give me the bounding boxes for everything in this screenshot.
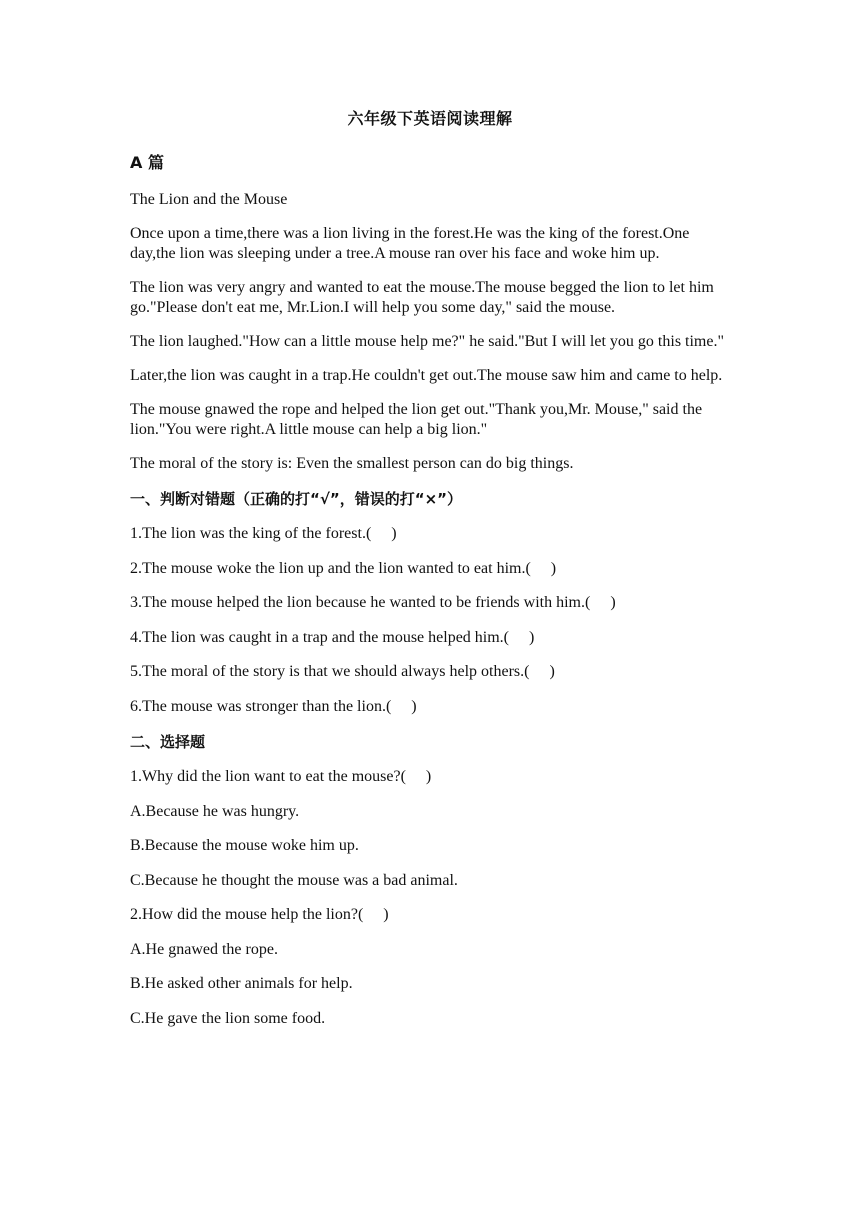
choice-option: A.Because he was hungry. — [130, 802, 300, 820]
story-paragraph: The lion laughed."How can a little mouse help me?" he said."But I will let you go this time." — [130, 333, 725, 350]
choice-option: A.He gnawed the rope. — [130, 940, 278, 958]
story-moral: The moral of the story is: Even the smallest person can do big things. — [130, 455, 574, 472]
choice-question: 1.Why did the lion want to eat the mouse?( ) — [130, 768, 432, 785]
story-title: The Lion and the Mouse — [130, 191, 288, 208]
multiple-choice-section — [130, 731, 730, 1029]
true-false-question: 6.The mouse was stronger than the lion.( ) — [130, 697, 417, 715]
true-false-question: 5.The moral of the story is that we should always help others.( ) — [130, 663, 555, 680]
true-false-question: 3.The mouse helped the lion because he wanted to be friends with him.( ) — [130, 594, 616, 611]
story-paragraph: The lion was very angry and wanted to eat the mouse.The mouse begged the lion to let him go."Please don't eat me, Mr.Lion.I will help you some day," said the mouse. — [130, 279, 714, 316]
choice-option: C.Because he thought the mouse was a bad animal. — [130, 871, 458, 889]
document-title: 六年级下英语阅读理解 — [347, 109, 513, 128]
choice-option: B.He asked other animals for help. — [130, 975, 353, 992]
choice-option: C.He gave the lion some food. — [130, 1009, 326, 1027]
true-false-question: 4.The lion was caught in a trap and the mouse helped him.( ) — [130, 628, 535, 646]
choice-question: 2.How did the mouse help the lion?( ) — [130, 906, 389, 923]
story-paragraph: Once upon a time,there was a lion living in the forest.He was the king of the forest.One day,the lion was sleeping under a tree.A mouse ran over his face and woke him up. — [130, 225, 690, 262]
story-paragraph: The mouse gnawed the rope and helped the lion get out."Thank you,Mr. Mouse," said the lion."You were right.A little mouse can help a big lion." — [130, 401, 703, 438]
true-false-question: 1.The lion was the king of the forest.( ) — [130, 525, 397, 542]
story-body — [130, 224, 730, 474]
true-false-heading: 一、判断对错题（正确的打“√”，错误的打“×”） — [130, 490, 463, 508]
true-false-section — [130, 488, 730, 717]
choice-option: B.Because the mouse woke him up. — [130, 837, 359, 854]
multiple-choice-heading: 二、选择题 — [130, 733, 206, 751]
true-false-question: 2.The mouse woke the lion up and the lion wanted to eat him.( ) — [130, 559, 557, 577]
document-page — [130, 108, 730, 1043]
section-label: A 篇 — [130, 153, 164, 172]
story-paragraph: Later,the lion was caught in a trap.He couldn't get out.The mouse saw him and came to help. — [130, 367, 723, 384]
